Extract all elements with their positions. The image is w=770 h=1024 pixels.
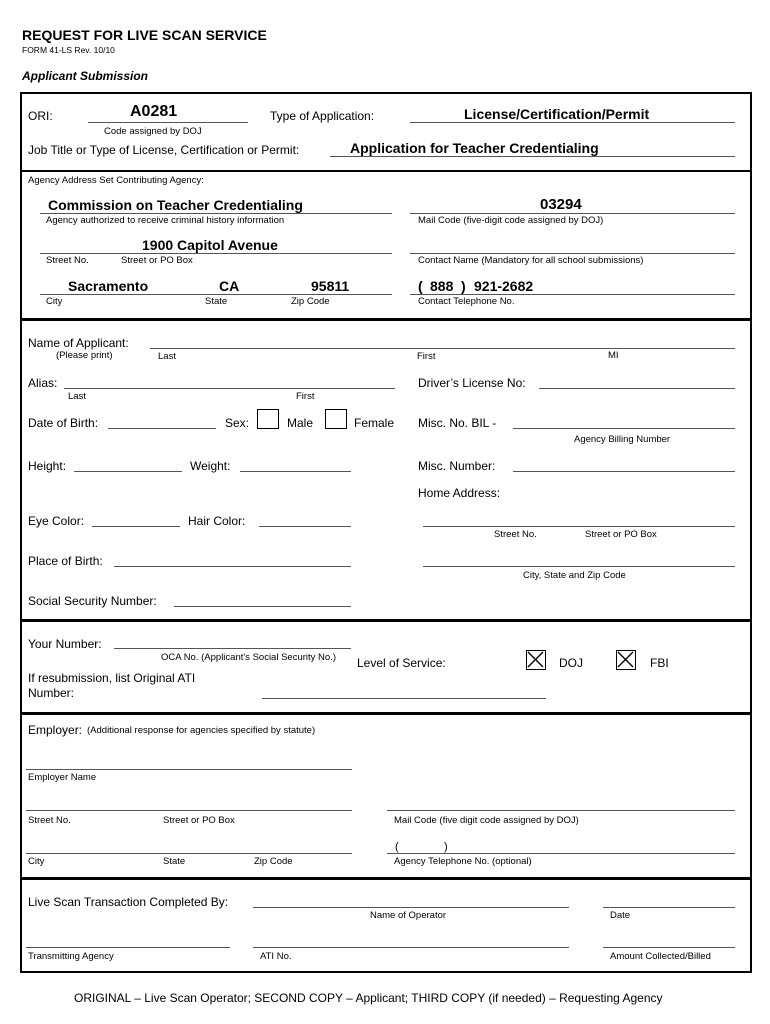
dl-line[interactable]	[539, 388, 735, 389]
job-line	[330, 156, 735, 157]
phone-close-paren: )	[461, 278, 466, 294]
employer-name-caption: Employer Name	[28, 772, 97, 783]
state-value[interactable]: CA	[219, 278, 240, 294]
section-applicant	[20, 319, 752, 621]
zip-value[interactable]: 95811	[311, 278, 350, 294]
employer-street-line[interactable]	[26, 810, 352, 811]
employer-street-po-caption: Street or PO Box	[163, 815, 235, 826]
type-line	[410, 122, 735, 123]
operator-caption: Name of Operator	[370, 910, 447, 921]
agency-caption: Agency authorized to receive criminal history information	[46, 215, 285, 226]
hair-line[interactable]	[259, 526, 351, 527]
employer-name-line[interactable]	[26, 769, 352, 770]
your-number-label: Your Number:	[28, 637, 102, 651]
home-street-po-caption: Street or PO Box	[585, 529, 657, 540]
eye-line[interactable]	[92, 526, 180, 527]
form-number: FORM 41-LS Rev. 10/10	[22, 45, 115, 55]
operator-line[interactable]	[253, 907, 569, 908]
city-state-zip-caption: City, State and Zip Code	[523, 570, 626, 581]
date-line[interactable]	[603, 907, 735, 908]
fbi-label: FBI	[650, 656, 669, 670]
eye-label: Eye Color:	[28, 514, 85, 528]
home-address-label: Home Address:	[418, 486, 501, 500]
height-line[interactable]	[74, 471, 182, 472]
section-employer	[20, 713, 752, 879]
pob-line[interactable]	[114, 566, 351, 567]
weight-line[interactable]	[240, 471, 351, 472]
male-checkbox[interactable]	[257, 409, 279, 429]
last-caption: Last	[158, 351, 176, 362]
female-label: Female	[354, 416, 395, 430]
type-label: Type of Application:	[270, 109, 375, 123]
sex-label: Sex:	[225, 416, 250, 430]
dob-label: Date of Birth:	[28, 416, 99, 430]
misc-bil-label: Misc. No. BIL -	[418, 416, 497, 430]
hair-label: Hair Color:	[188, 514, 246, 528]
street-no-caption: Street No.	[46, 255, 89, 266]
home-street-line[interactable]	[423, 526, 735, 527]
employer-mail-code-line[interactable]	[387, 810, 735, 811]
amount-caption: Amount Collected/Billed	[610, 951, 711, 962]
name-label: Name of Applicant:	[28, 336, 129, 350]
employer-phone-line[interactable]	[387, 853, 735, 854]
alias-last-caption: Last	[68, 391, 86, 402]
employer-zip-caption: Zip Code	[254, 856, 293, 867]
contact-caption: Contact Name (Mandatory for all school submissions)	[418, 255, 644, 266]
misc-bil-line[interactable]	[513, 428, 735, 429]
phone-number[interactable]: 921-2682	[474, 278, 534, 294]
employer-phone-caption: Agency Telephone No. (optional)	[394, 856, 532, 867]
alias-line[interactable]	[64, 388, 395, 389]
misc-number-line[interactable]	[513, 471, 735, 472]
home-street-no-caption: Street No.	[494, 529, 537, 540]
please-print: (Please print)	[56, 350, 113, 361]
pob-label: Place of Birth:	[28, 554, 103, 568]
job-value[interactable]: Application for Teacher Credentialing	[350, 140, 599, 156]
state-caption: State	[205, 296, 228, 307]
agency-line	[40, 213, 392, 214]
phone-caption: Contact Telephone No.	[418, 296, 515, 307]
form-title: REQUEST FOR LIVE SCAN SERVICE	[22, 27, 267, 43]
employer-state-caption: State	[163, 856, 186, 867]
phone-area-code[interactable]: 888	[430, 278, 454, 294]
street-value[interactable]: 1900 Capitol Avenue	[142, 237, 278, 253]
transmitting-line[interactable]	[26, 947, 230, 948]
city-value[interactable]: Sacramento	[68, 278, 149, 294]
height-label: Height:	[28, 459, 67, 473]
mail-code-value[interactable]: 03294	[540, 196, 582, 213]
employer-label: Employer:	[28, 723, 83, 737]
alias-label: Alias:	[28, 376, 58, 390]
mi-caption: MI	[608, 350, 619, 361]
oca-caption: OCA No. (Applicant's Social Security No.)	[161, 652, 336, 663]
job-label: Job Title or Type of License, Certification or Permit:	[28, 143, 300, 157]
female-checkbox[interactable]	[325, 409, 347, 429]
dob-line[interactable]	[108, 428, 216, 429]
phone-open-paren: (	[418, 278, 423, 294]
employer-phone-close-paren: )	[444, 841, 448, 853]
fbi-check-mark-icon	[617, 651, 634, 668]
level-label: Level of Service:	[357, 656, 446, 670]
weight-label: Weight:	[190, 459, 231, 473]
type-value[interactable]: License/Certification/Permit	[464, 106, 650, 122]
ati-line[interactable]	[253, 947, 569, 948]
doj-label: DOJ	[559, 656, 583, 670]
misc-number-label: Misc. Number:	[418, 459, 496, 473]
name-line[interactable]	[150, 348, 735, 349]
amount-line[interactable]	[603, 947, 735, 948]
agency-heading: Agency Address Set Contributing Agency:	[28, 175, 204, 186]
ori-caption: Code assigned by DOJ	[104, 126, 202, 137]
billing-caption: Agency Billing Number	[574, 434, 671, 445]
date-caption: Date	[610, 910, 631, 921]
street-po-caption: Street or PO Box	[121, 255, 193, 266]
first-caption: First	[417, 351, 436, 362]
resub-label-line1: If resubmission, list Original ATI	[28, 671, 196, 685]
agency-value[interactable]: Commission on Teacher Credentialing	[48, 197, 303, 213]
phone-line	[410, 294, 735, 295]
city-line	[40, 294, 392, 295]
mail-code-line	[410, 213, 735, 214]
employer-phone-open-paren: (	[395, 841, 399, 853]
street-line	[40, 253, 392, 254]
employer-city-line[interactable]	[26, 853, 352, 854]
ori-line	[88, 122, 248, 123]
employer-street-no-caption: Street No.	[28, 815, 71, 826]
ssn-line[interactable]	[174, 606, 351, 607]
employer-mail-code-caption: Mail Code (five digit code assigned by DOJ)	[394, 815, 579, 826]
alias-first-caption: First	[296, 391, 315, 402]
completed-label: Live Scan Transaction Completed By:	[28, 895, 229, 909]
ori-label: ORI:	[28, 109, 53, 123]
doj-check-mark-icon	[527, 651, 544, 668]
form-subtitle: Applicant Submission	[22, 69, 149, 83]
ati-caption: ATI No.	[260, 951, 292, 962]
resub-label-line2: Number:	[28, 686, 75, 700]
section-agency	[20, 170, 752, 320]
mail-code-caption: Mail Code (five-digit code assigned by DOJ)	[418, 215, 604, 226]
doj-checkbox[interactable]	[526, 650, 546, 670]
city-caption: City	[46, 296, 63, 307]
your-number-line[interactable]	[114, 648, 351, 649]
male-label: Male	[287, 416, 314, 430]
dl-label: Driver’s License No:	[418, 376, 526, 390]
contact-line	[410, 253, 735, 254]
employer-note: (Additional response for agencies specified by statute)	[87, 725, 316, 736]
employer-city-caption: City	[28, 856, 45, 867]
resub-line[interactable]	[262, 698, 546, 699]
ori-value[interactable]: A0281	[130, 103, 178, 120]
home-city-line[interactable]	[423, 566, 735, 567]
transmitting-caption: Transmitting Agency	[28, 951, 114, 962]
zip-caption: Zip Code	[291, 296, 330, 307]
fbi-checkbox[interactable]	[616, 650, 636, 670]
ssn-label: Social Security Number:	[28, 594, 157, 608]
footer-distribution: ORIGINAL – Live Scan Operator; SECOND COPY – Applicant; THIRD COPY (if needed) – Requesting Agency	[74, 991, 663, 1005]
